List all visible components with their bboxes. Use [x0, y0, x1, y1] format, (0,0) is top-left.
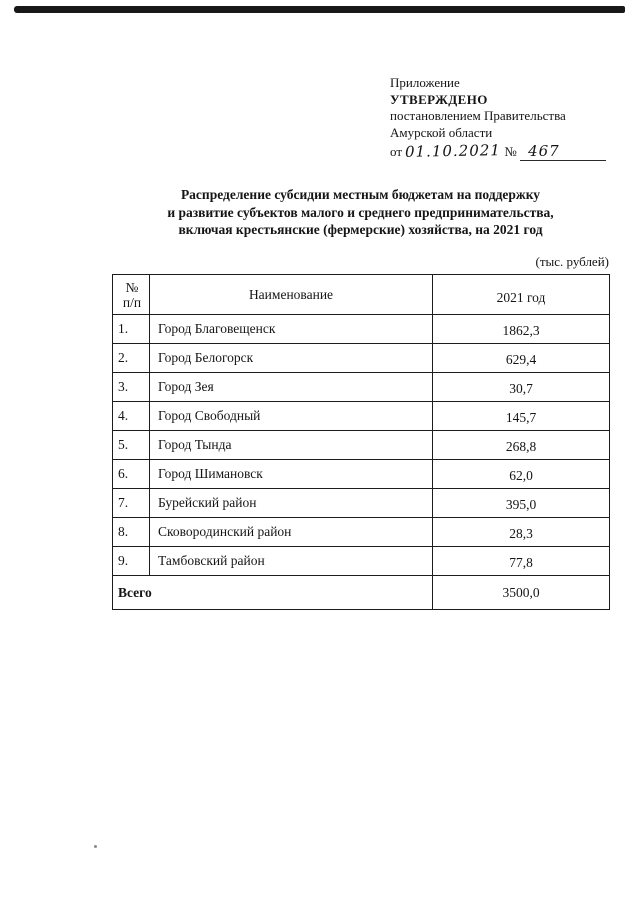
approval-block	[390, 75, 620, 161]
number-sign: №	[504, 144, 517, 159]
table-header-row	[113, 275, 610, 315]
approval-line-resolution: постановлением Правительства	[390, 108, 566, 123]
row-value: 28,3	[433, 518, 610, 547]
title-line-3: включая крестьянские (фермерские) хозяйства, на 2021 год	[178, 222, 543, 237]
row-value: 77,8	[433, 547, 610, 576]
row-name: Город Белогорск	[150, 344, 433, 373]
column-header-name: Наименование	[150, 275, 433, 315]
row-number: 3.	[113, 373, 150, 402]
row-value: 30,7	[433, 373, 610, 402]
handwritten-date: 01.10.2021	[405, 141, 502, 161]
row-number: 6.	[113, 460, 150, 489]
approval-line-region: Амурской области	[390, 124, 493, 140]
row-number: 8.	[113, 518, 150, 547]
subsidy-table	[112, 274, 610, 610]
date-prefix: от	[390, 144, 403, 159]
handwritten-number: 467	[520, 143, 606, 161]
approval-line-appendix: Приложение	[390, 75, 460, 90]
column-header-num-line2: п/п	[122, 294, 142, 310]
document-title	[108, 186, 613, 239]
table-total-row	[113, 576, 610, 610]
table-row	[113, 402, 610, 431]
table-row	[113, 373, 610, 402]
title-line-1: Распределение субсидии местным бюджетам на поддержку	[180, 187, 541, 202]
table-row	[113, 431, 610, 460]
table-row	[113, 344, 610, 373]
table-row	[113, 460, 610, 489]
row-name: Сковородинский район	[150, 518, 433, 547]
column-header-num	[113, 275, 150, 315]
row-name: Город Благовещенск	[150, 315, 433, 344]
row-name: Город Шимановск	[150, 460, 433, 489]
row-value: 1862,3	[433, 315, 610, 344]
title-line-2: и развитие субъектов малого и среднего предпринимательства,	[167, 204, 554, 220]
row-value: 629,4	[433, 344, 610, 373]
row-number: 2.	[113, 344, 150, 373]
column-header-num-line1: №	[125, 279, 139, 295]
row-number: 4.	[113, 402, 150, 431]
row-number: 1.	[113, 315, 150, 344]
table-row	[113, 489, 610, 518]
scan-speck	[94, 845, 97, 848]
approval-line-approved: УТВЕРЖДЕНО	[390, 91, 488, 107]
column-header-year: 2021 год	[433, 275, 610, 315]
row-name: Тамбовский район	[150, 547, 433, 576]
row-value: 62,0	[433, 460, 610, 489]
row-number: 5.	[113, 431, 150, 460]
units-note: (тыс. рублей)	[535, 254, 609, 269]
row-number: 7.	[113, 489, 150, 518]
row-name: Бурейский район	[150, 489, 433, 518]
table-row	[113, 547, 610, 576]
row-value: 395,0	[433, 489, 610, 518]
row-number: 9.	[113, 547, 150, 576]
row-value: 268,8	[433, 431, 610, 460]
total-value: 3500,0	[433, 576, 610, 610]
row-value: 145,7	[433, 402, 610, 431]
row-name: Город Зея	[150, 373, 433, 402]
table-row	[113, 315, 610, 344]
row-name: Город Тында	[150, 431, 433, 460]
table-row	[113, 518, 610, 547]
approval-date-line	[390, 143, 620, 161]
total-label: Всего	[113, 576, 433, 610]
scan-artifact-line	[14, 6, 625, 13]
row-name: Город Свободный	[150, 402, 433, 431]
